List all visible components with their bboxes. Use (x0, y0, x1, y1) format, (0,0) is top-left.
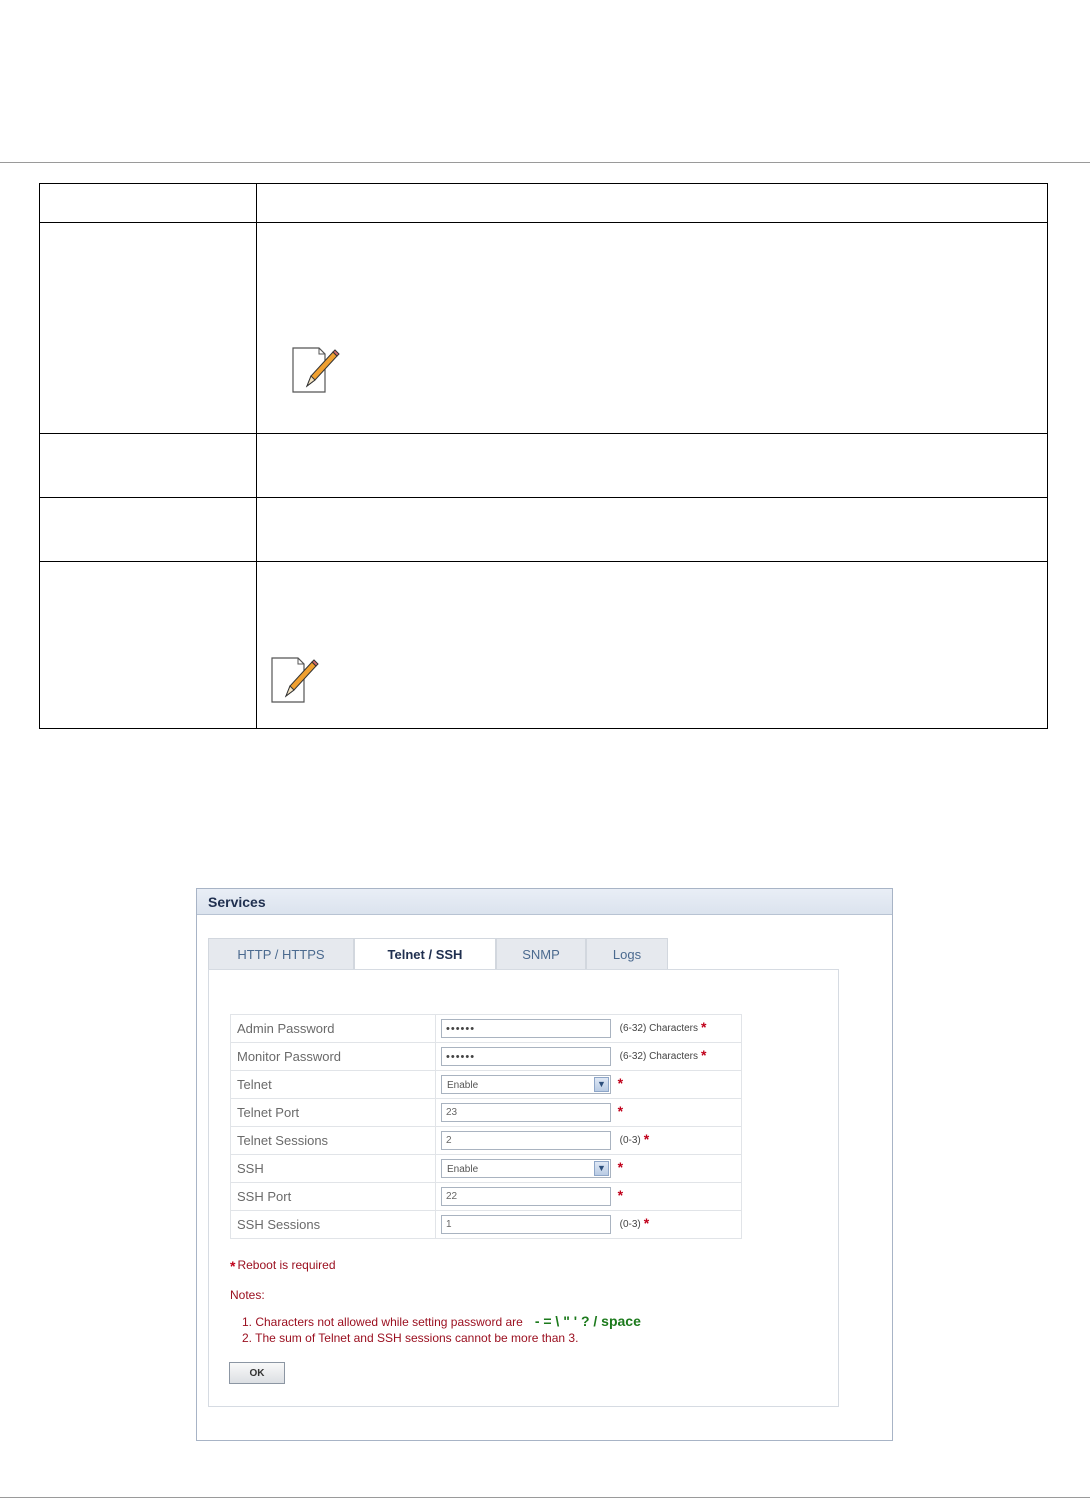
telnet-label: Telnet (231, 1071, 436, 1099)
required-mark: * (617, 1103, 624, 1119)
ssh-select-value: Enable (447, 1164, 479, 1175)
note-2: 2. The sum of Telnet and SSH sessions cannot be more than 3. (242, 1331, 579, 1345)
telnet-sessions-label: Telnet Sessions (231, 1127, 436, 1155)
reboot-notice (230, 1258, 336, 1274)
chevron-down-icon[interactable]: ▼ (594, 1161, 609, 1176)
table-row-divider (40, 433, 1047, 434)
tab-logs[interactable]: Logs (586, 938, 668, 969)
table-row (231, 1183, 742, 1211)
required-mark: * (230, 1258, 236, 1274)
ssh-sessions-hint: (0-3) (619, 1219, 641, 1230)
footer-rule (0, 1497, 1090, 1498)
required-mark: * (617, 1187, 624, 1203)
table-column-divider (256, 184, 257, 728)
chevron-down-icon[interactable]: ▼ (594, 1077, 609, 1092)
tab-http-https[interactable]: HTTP / HTTPS (208, 938, 354, 969)
monitor-password-hint: (6-32) Characters (619, 1051, 698, 1062)
tab-snmp[interactable]: SNMP (496, 938, 586, 969)
notes-title: Notes: (230, 1288, 265, 1302)
ssh-label: SSH (231, 1155, 436, 1183)
table-row (231, 1127, 742, 1155)
ssh-select[interactable] (441, 1159, 611, 1178)
telnet-select[interactable] (441, 1075, 611, 1094)
admin-password-label: Admin Password (231, 1015, 436, 1043)
telnet-select-value: Enable (447, 1080, 479, 1091)
table-row (231, 1071, 742, 1099)
table-row-divider (40, 222, 1047, 223)
services-form (230, 1014, 742, 1239)
telnet-sessions-hint: (0-3) (619, 1135, 641, 1146)
tab-telnet-ssh[interactable]: Telnet / SSH (354, 938, 496, 970)
tab-content (208, 969, 839, 1407)
header-rule (0, 162, 1090, 163)
monitor-password-label: Monitor Password (231, 1043, 436, 1071)
ok-button[interactable]: OK (229, 1362, 285, 1384)
required-mark: * (700, 1019, 707, 1035)
required-mark: * (617, 1159, 624, 1175)
telnet-port-label: Telnet Port (231, 1099, 436, 1127)
telnet-sessions-field[interactable] (441, 1131, 611, 1150)
ssh-port-label: SSH Port (231, 1183, 436, 1211)
pencil-note-icon (289, 344, 341, 396)
ssh-sessions-label: SSH Sessions (231, 1211, 436, 1239)
telnet-port-field[interactable] (441, 1103, 611, 1122)
panel-title: Services (197, 889, 892, 915)
admin-password-field[interactable] (441, 1019, 611, 1038)
monitor-password-field[interactable] (441, 1047, 611, 1066)
table-row (231, 1015, 742, 1043)
note-1-text: 1. Characters not allowed while setting password are (242, 1315, 523, 1329)
required-mark: * (643, 1215, 650, 1231)
table-row-divider (40, 497, 1047, 498)
ssh-sessions-field[interactable] (441, 1215, 611, 1234)
table-row (231, 1099, 742, 1127)
required-mark: * (700, 1047, 707, 1063)
required-mark: * (643, 1131, 650, 1147)
reboot-text: Reboot is required (237, 1258, 336, 1272)
admin-password-hint: (6-32) Characters (619, 1023, 698, 1034)
disallowed-chars: - = \ " ' ? / space (534, 1313, 641, 1329)
table-row-divider (40, 561, 1047, 562)
ssh-port-field[interactable] (441, 1187, 611, 1206)
note-1 (242, 1313, 641, 1329)
pencil-note-icon (268, 654, 320, 706)
services-panel (196, 888, 893, 1441)
document-table (39, 183, 1048, 729)
table-row (231, 1155, 742, 1183)
table-row (231, 1211, 742, 1239)
required-mark: * (617, 1075, 624, 1091)
table-row (231, 1043, 742, 1071)
